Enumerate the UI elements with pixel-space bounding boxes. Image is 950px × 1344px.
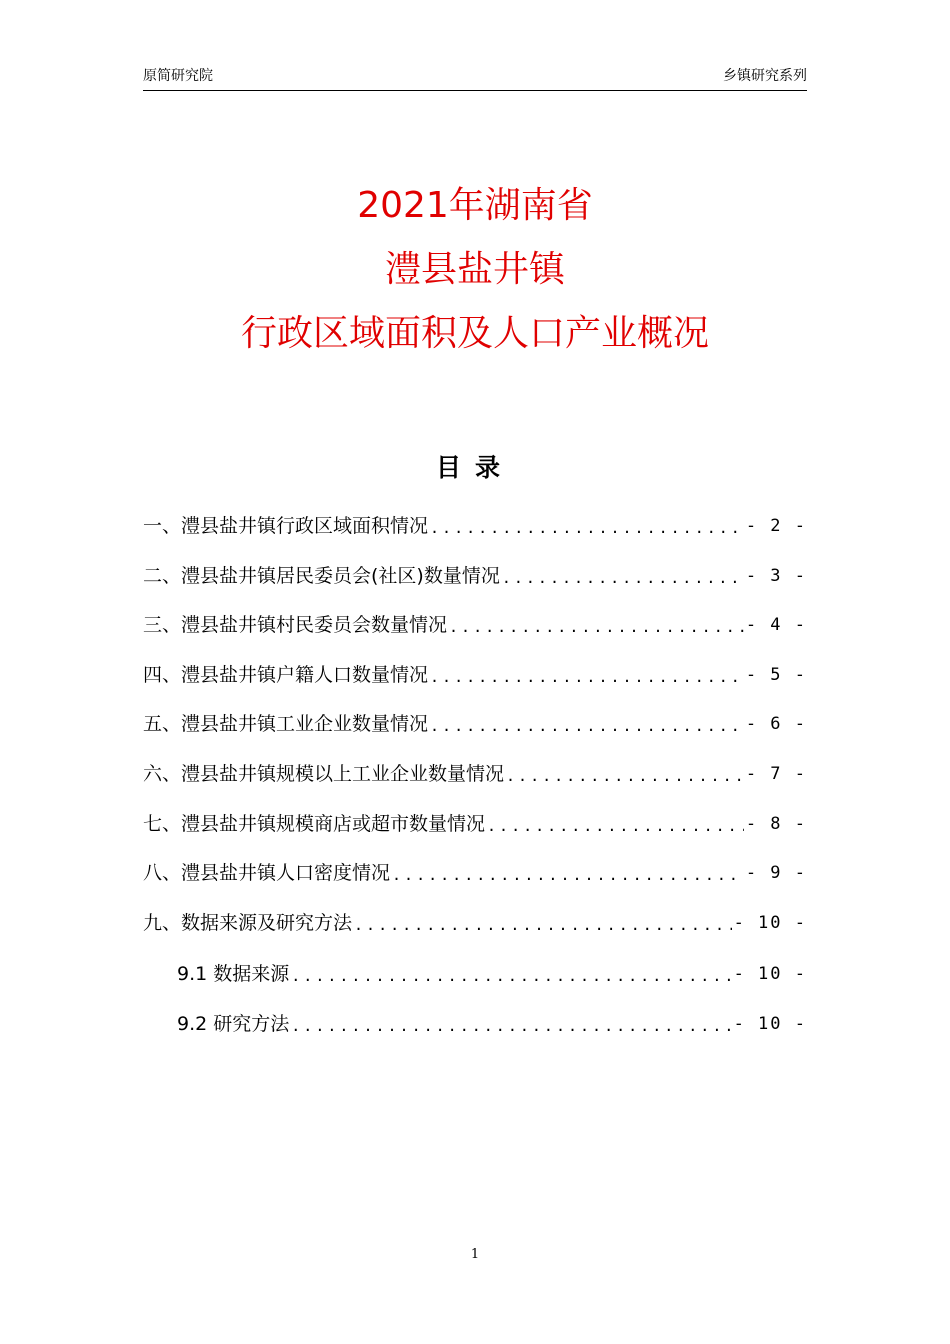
toc-subitem[interactable] — [177, 952, 807, 988]
toc-leader-dots — [449, 615, 744, 639]
toc-item[interactable] — [143, 603, 807, 639]
toc-leader-dots — [291, 1014, 731, 1038]
toc-heading: 目录 — [435, 453, 514, 482]
title-line-2: 澧县盐井镇 — [384, 249, 565, 290]
toc-item-page: - 9 - — [745, 863, 807, 883]
toc-item[interactable] — [143, 653, 807, 689]
document-title — [0, 174, 950, 366]
toc-item-page: - 3 - — [745, 566, 807, 586]
toc-item-page: - 10 - — [733, 964, 807, 984]
toc-item-label: 八、澧县盐井镇人口密度情况 — [143, 862, 391, 884]
title-line-3: 行政区域面积及人口产业概况 — [240, 313, 709, 354]
toc-item[interactable] — [143, 504, 807, 540]
toc-leader-dots — [392, 863, 744, 887]
toc-item[interactable] — [143, 851, 807, 887]
toc-item-page: - 10 - — [733, 913, 807, 933]
toc-item-page: - 6 - — [745, 714, 807, 734]
toc-item-label: 9.2 研究方法 — [177, 1013, 290, 1035]
toc-item-page: - 5 - — [745, 665, 807, 685]
toc-leader-dots — [502, 566, 744, 590]
toc-item[interactable] — [143, 901, 807, 937]
toc-item-page: - 4 - — [745, 615, 807, 635]
title-line-1: 2021年湖南省 — [357, 185, 593, 226]
toc-leader-dots — [506, 764, 744, 788]
header-left-text: 原简研究院 — [143, 68, 213, 84]
toc-item-label: 四、澧县盐井镇户籍人口数量情况 — [143, 664, 429, 686]
toc-item-label: 9.1 数据来源 — [177, 963, 290, 985]
toc-item-page: - 2 - — [745, 516, 807, 536]
toc-leader-dots — [430, 665, 744, 689]
toc-item[interactable] — [143, 554, 807, 590]
toc-leader-dots — [354, 913, 732, 937]
toc-item-label: 五、澧县盐井镇工业企业数量情况 — [143, 713, 429, 735]
toc-item[interactable] — [143, 752, 807, 788]
page-number: 1 — [470, 1247, 480, 1262]
toc-item-label: 一、澧县盐井镇行政区域面积情况 — [143, 515, 429, 537]
toc-item-label: 二、澧县盐井镇居民委员会(社区)数量情况 — [143, 565, 500, 587]
toc-item-page: - 8 - — [745, 814, 807, 834]
toc-item-page: - 7 - — [745, 764, 807, 784]
toc-item-label: 七、澧县盐井镇规模商店或超市数量情况 — [143, 813, 486, 835]
toc-leader-dots — [430, 714, 744, 738]
header-right-text: 乡镇研究系列 — [723, 68, 807, 84]
toc-leader-dots — [430, 516, 744, 540]
toc-item-label: 九、数据来源及研究方法 — [143, 912, 353, 934]
toc-subitem[interactable] — [177, 1002, 807, 1038]
toc-leader-dots — [291, 964, 731, 988]
toc-item-label: 六、澧县盐井镇规模以上工业企业数量情况 — [143, 763, 505, 785]
toc-item[interactable] — [143, 702, 807, 738]
toc-item-page: - 10 - — [733, 1014, 807, 1034]
toc-leader-dots — [487, 814, 744, 838]
toc-item-label: 三、澧县盐井镇村民委员会数量情况 — [143, 614, 448, 636]
toc-item[interactable] — [143, 802, 807, 838]
page-header — [143, 66, 807, 91]
